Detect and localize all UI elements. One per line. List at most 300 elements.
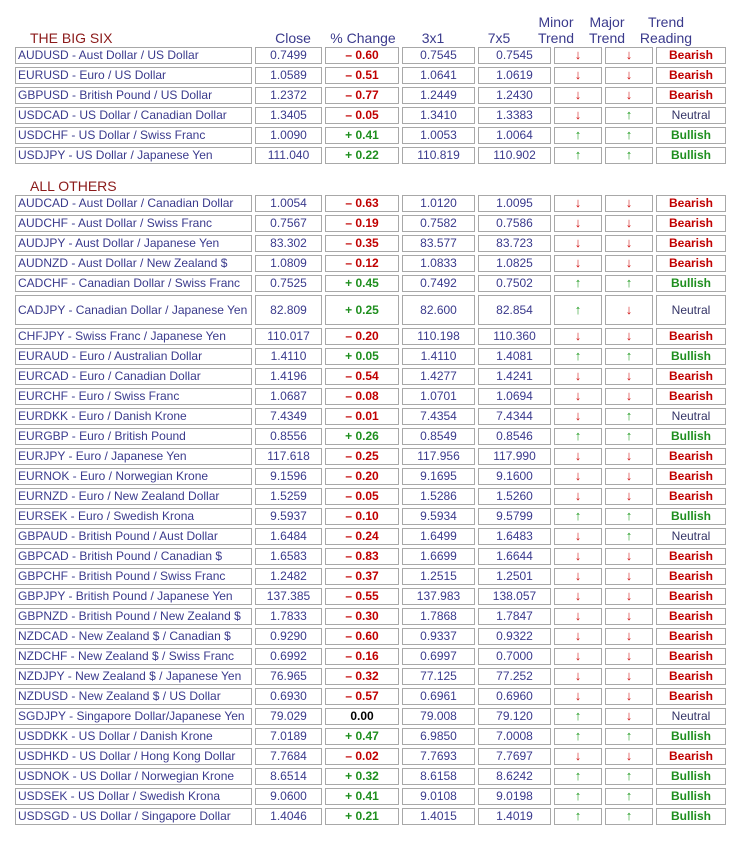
minor-trend-cell: [554, 87, 602, 104]
value-7x5: 0.8546: [496, 429, 533, 443]
down-arrow-icon: ↓: [625, 708, 633, 723]
percent-change: – 0.16: [345, 649, 379, 663]
percent-change-cell: [325, 408, 399, 425]
value-3x1: 1.0833: [420, 256, 457, 270]
trend-reading: Bearish: [668, 749, 714, 763]
down-arrow-icon: ↓: [574, 388, 582, 403]
minor-trend-line2: Trend: [537, 30, 575, 46]
pair-name: GBPAUD - British Pound / Aust Dollar: [18, 529, 218, 543]
pair-name: USDHKD - US Dollar / Hong Kong Dollar: [18, 749, 236, 763]
pair-name-cell: [15, 87, 252, 104]
value-3x1: 0.7492: [420, 276, 457, 290]
percent-change: + 0.25: [345, 302, 379, 317]
value-3x1-cell: [402, 628, 475, 645]
pair-name: AUDCAD - Aust Dollar / Canadian Dollar: [18, 196, 234, 210]
trend-reading-cell: [656, 147, 726, 164]
down-arrow-icon: ↓: [625, 47, 633, 62]
pair-name: USDCHF - US Dollar / Swiss Franc: [18, 128, 206, 142]
minor-trend-cell: [554, 768, 602, 785]
trend-reading-cell: [656, 67, 726, 84]
pair-name-cell: [15, 195, 252, 212]
trend-reading: Bearish: [668, 629, 714, 643]
table-row: [15, 428, 726, 445]
trend-reading: Bearish: [668, 369, 714, 383]
value-3x1: 1.4110: [420, 349, 457, 363]
percent-change: + 0.45: [345, 276, 379, 290]
pair-name-cell: [15, 408, 252, 425]
value-3x1: 82.600: [420, 302, 457, 317]
value-3x1: 9.0108: [420, 789, 457, 803]
close-value: 7.0189: [270, 729, 307, 743]
major-trend-cell: [605, 388, 653, 405]
percent-change: – 0.51: [345, 68, 379, 82]
pair-name-cell: [15, 275, 252, 292]
value-7x5-cell: [478, 448, 551, 465]
value-7x5: 138.057: [492, 589, 537, 603]
value-7x5: 0.7545: [496, 48, 533, 62]
pair-name: CADCHF - Canadian Dollar / Swiss Franc: [18, 276, 241, 290]
percent-change-cell: [325, 488, 399, 505]
close-value: 0.6992: [270, 649, 307, 663]
close-value-cell: [255, 708, 322, 725]
close-value: 1.6583: [270, 549, 307, 563]
value-3x1: 83.577: [420, 236, 457, 250]
percent-change-cell: [325, 628, 399, 645]
pair-name-cell: [15, 348, 252, 365]
close-value-cell: [255, 808, 322, 825]
close-value: 1.6484: [270, 529, 307, 543]
value-7x5-cell: [478, 508, 551, 525]
value-7x5-cell: [478, 87, 551, 104]
pair-name-cell: [15, 47, 252, 64]
pair-name: AUDJPY - Aust Dollar / Japanese Yen: [18, 236, 220, 250]
down-arrow-icon: ↓: [574, 235, 582, 250]
major-trend-cell: [605, 368, 653, 385]
table-row: [15, 588, 726, 605]
close-value: 7.4349: [270, 409, 307, 423]
value-7x5-cell: [478, 328, 551, 345]
percent-change: + 0.41: [345, 789, 379, 803]
value-3x1-cell: [402, 548, 475, 565]
minor-trend-cell: [554, 348, 602, 365]
close-value: 1.0054: [270, 196, 307, 210]
major-trend-cell: [605, 255, 653, 272]
trend-reading-cell: [656, 508, 726, 525]
value-7x5-cell: [478, 348, 551, 365]
trend-reading-cell: [656, 648, 726, 665]
close-value: 117.618: [267, 449, 310, 463]
value-3x1: 110.819: [417, 148, 460, 162]
percent-change-cell: [325, 808, 399, 825]
value-7x5: 9.1600: [496, 469, 533, 483]
percent-change-cell: [325, 788, 399, 805]
up-arrow-icon: ↑: [625, 508, 633, 523]
minor-trend-cell: [554, 195, 602, 212]
percent-change: – 0.60: [345, 48, 379, 62]
trend-reading-cell: [656, 107, 726, 124]
table-row: [15, 788, 726, 805]
trend-reading-cell: [656, 788, 726, 805]
close-value-cell: [255, 448, 322, 465]
down-arrow-icon: ↓: [625, 548, 633, 563]
close-value-cell: [255, 47, 322, 64]
pair-name: CHFJPY - Swiss Franc / Japanese Yen: [18, 329, 226, 343]
up-arrow-icon: ↑: [574, 348, 582, 363]
trend-reading-line1: Trend: [647, 14, 685, 30]
close-value: 1.3405: [270, 108, 307, 122]
close-value-cell: [255, 147, 322, 164]
close-value-cell: [255, 368, 322, 385]
percent-change-cell: [325, 47, 399, 64]
down-arrow-icon: ↓: [574, 195, 582, 210]
minor-trend-cell: [554, 127, 602, 144]
trend-reading: Neutral: [671, 108, 711, 122]
table-row: [15, 488, 726, 505]
pair-name: NZDCHF - New Zealand $ / Swiss Franc: [18, 649, 235, 663]
value-7x5: 1.4081: [496, 349, 533, 363]
percent-change-cell: [325, 468, 399, 485]
trend-reading: Bearish: [668, 88, 714, 102]
down-arrow-icon: ↓: [625, 328, 633, 343]
up-arrow-icon: ↑: [574, 728, 582, 743]
value-7x5-cell: [478, 195, 551, 212]
close-value: 7.7684: [270, 749, 307, 763]
major-trend-cell: [605, 428, 653, 445]
value-7x5: 1.7847: [496, 609, 533, 623]
pair-name: NZDCAD - New Zealand $ / Canadian $: [18, 629, 231, 643]
trend-reading: Bullish: [670, 809, 711, 823]
value-3x1-cell: [402, 488, 475, 505]
value-3x1: 0.7582: [420, 216, 457, 230]
up-arrow-icon: ↑: [625, 788, 633, 803]
minor-trend-cell: [554, 368, 602, 385]
column-header-7x5: 7x5: [487, 30, 511, 46]
pair-name-cell: [15, 255, 252, 272]
value-7x5-cell: [478, 708, 551, 725]
percent-change-cell: [325, 67, 399, 84]
value-3x1-cell: [402, 448, 475, 465]
close-value-cell: [255, 408, 322, 425]
major-trend-cell: [605, 768, 653, 785]
pair-name-cell: [15, 608, 252, 625]
close-value-cell: [255, 388, 322, 405]
minor-trend-cell: [554, 147, 602, 164]
trend-reading: Bearish: [668, 589, 714, 603]
value-3x1: 1.4015: [420, 809, 457, 823]
minor-trend-cell: [554, 275, 602, 292]
minor-trend-cell: [554, 328, 602, 345]
close-value: 0.8556: [270, 429, 307, 443]
pair-name: GBPJPY - British Pound / Japanese Yen: [18, 589, 233, 603]
value-3x1-cell: [402, 215, 475, 232]
trend-reading-cell: [656, 728, 726, 745]
value-7x5: 1.0619: [496, 68, 533, 82]
trend-reading-cell: [656, 87, 726, 104]
trend-reading: Bearish: [668, 216, 714, 230]
trend-reading: Bullish: [670, 276, 711, 290]
value-7x5-cell: [478, 468, 551, 485]
down-arrow-icon: ↓: [625, 568, 633, 583]
close-value: 76.965: [270, 669, 307, 683]
table-row: [15, 107, 726, 124]
close-value-cell: [255, 748, 322, 765]
value-7x5-cell: [478, 67, 551, 84]
table-row: [15, 295, 726, 325]
value-7x5-cell: [478, 728, 551, 745]
table-row: [15, 348, 726, 365]
trend-reading: Bullish: [670, 148, 711, 162]
percent-change: – 0.54: [345, 369, 379, 383]
value-7x5-cell: [478, 688, 551, 705]
value-7x5-cell: [478, 275, 551, 292]
close-value-cell: [255, 295, 322, 325]
percent-change: – 0.37: [345, 569, 379, 583]
table-row: [15, 235, 726, 252]
trend-reading-cell: [656, 708, 726, 725]
close-value: 82.809: [270, 302, 307, 317]
close-value-cell: [255, 628, 322, 645]
close-value-cell: [255, 67, 322, 84]
value-7x5: 1.0694: [496, 389, 533, 403]
trend-reading: Bullish: [670, 729, 711, 743]
value-7x5-cell: [478, 648, 551, 665]
percent-change-cell: [325, 368, 399, 385]
percent-change: + 0.21: [345, 809, 379, 823]
value-7x5-cell: [478, 47, 551, 64]
up-arrow-icon: ↑: [625, 428, 633, 443]
value-7x5: 1.4019: [496, 809, 533, 823]
value-7x5-cell: [478, 808, 551, 825]
down-arrow-icon: ↓: [625, 67, 633, 82]
minor-trend-cell: [554, 295, 602, 325]
percent-change: – 0.20: [345, 469, 379, 483]
close-value: 9.5937: [270, 509, 307, 523]
major-trend-cell: [605, 608, 653, 625]
percent-change-cell: [325, 348, 399, 365]
value-7x5: 0.6960: [496, 689, 533, 703]
trend-reading-cell: [656, 548, 726, 565]
trend-reading-cell: [656, 668, 726, 685]
percent-change-cell: [325, 448, 399, 465]
pair-name: USDNOK - US Dollar / Norwegian Krone: [18, 769, 235, 783]
percent-change: + 0.26: [345, 429, 379, 443]
up-arrow-icon: ↑: [574, 808, 582, 823]
trend-reading: Neutral: [671, 709, 711, 723]
trend-reading-cell: [656, 235, 726, 252]
close-value: 1.2372: [270, 88, 307, 102]
table-row: [15, 408, 726, 425]
percent-change-cell: [325, 608, 399, 625]
table-row: [15, 255, 726, 272]
value-3x1: 1.2515: [420, 569, 457, 583]
pair-name-cell: [15, 528, 252, 545]
pair-name: EURCHF - Euro / Swiss Franc: [18, 389, 180, 403]
down-arrow-icon: ↓: [574, 568, 582, 583]
value-7x5-cell: [478, 668, 551, 685]
down-arrow-icon: ↓: [574, 328, 582, 343]
close-value: 0.6930: [270, 689, 307, 703]
value-7x5: 9.5799: [496, 509, 533, 523]
down-arrow-icon: ↓: [625, 648, 633, 663]
value-3x1-cell: [402, 428, 475, 445]
close-value-cell: [255, 568, 322, 585]
major-trend-cell: [605, 708, 653, 725]
minor-trend-line1: Minor: [538, 14, 574, 30]
close-value: 1.0090: [270, 128, 307, 142]
value-3x1: 9.5934: [420, 509, 457, 523]
pair-name-cell: [15, 107, 252, 124]
major-trend-cell: [605, 127, 653, 144]
value-7x5-cell: [478, 568, 551, 585]
percent-change: – 0.30: [345, 609, 379, 623]
value-7x5-cell: [478, 628, 551, 645]
close-value-cell: [255, 107, 322, 124]
close-value: 1.4196: [270, 369, 307, 383]
minor-trend-cell: [554, 235, 602, 252]
column-header-close: Close: [275, 30, 311, 46]
percent-change-cell: [325, 748, 399, 765]
value-7x5-cell: [478, 408, 551, 425]
table-row: [15, 748, 726, 765]
close-value: 1.4046: [270, 809, 307, 823]
percent-change-cell: [325, 328, 399, 345]
close-value: 9.1596: [270, 469, 307, 483]
minor-trend-cell: [554, 408, 602, 425]
down-arrow-icon: ↓: [574, 488, 582, 503]
percent-change: – 0.77: [345, 88, 379, 102]
up-arrow-icon: ↑: [574, 147, 582, 162]
value-7x5: 1.5260: [496, 489, 533, 503]
percent-change-cell: [325, 235, 399, 252]
major-trend-line2: Trend: [588, 30, 626, 46]
value-3x1: 1.0641: [420, 68, 457, 82]
minor-trend-cell: [554, 508, 602, 525]
value-7x5: 1.2501: [496, 569, 533, 583]
down-arrow-icon: ↓: [625, 195, 633, 210]
major-trend-cell: [605, 688, 653, 705]
value-7x5: 9.0198: [496, 789, 533, 803]
value-3x1-cell: [402, 348, 475, 365]
value-7x5-cell: [478, 147, 551, 164]
value-3x1-cell: [402, 788, 475, 805]
down-arrow-icon: ↓: [574, 588, 582, 603]
minor-trend-cell: [554, 568, 602, 585]
trend-reading-cell: [656, 468, 726, 485]
close-value-cell: [255, 788, 322, 805]
trend-reading-cell: [656, 408, 726, 425]
percent-change-cell: [325, 548, 399, 565]
value-7x5-cell: [478, 107, 551, 124]
value-7x5: 0.7000: [496, 649, 533, 663]
minor-trend-cell: [554, 528, 602, 545]
trend-reading-cell: [656, 275, 726, 292]
table-row: [15, 628, 726, 645]
trend-reading-cell: [656, 195, 726, 212]
value-7x5-cell: [478, 127, 551, 144]
percent-change: + 0.05: [345, 349, 379, 363]
down-arrow-icon: ↓: [574, 368, 582, 383]
value-3x1: 0.8549: [420, 429, 457, 443]
value-3x1-cell: [402, 275, 475, 292]
close-value-cell: [255, 235, 322, 252]
percent-change: + 0.47: [345, 729, 379, 743]
trend-reading: Bullish: [670, 128, 711, 142]
minor-trend-cell: [554, 748, 602, 765]
minor-trend-cell: [554, 47, 602, 64]
percent-change: – 0.05: [345, 108, 379, 122]
pair-name-cell: [15, 708, 252, 725]
percent-change: 0.00: [350, 709, 374, 723]
minor-trend-cell: [554, 668, 602, 685]
value-3x1-cell: [402, 588, 475, 605]
percent-change: – 0.10: [345, 509, 379, 523]
percent-change: – 0.01: [345, 409, 379, 423]
trend-reading-cell: [656, 488, 726, 505]
close-value: 0.7525: [270, 276, 307, 290]
value-7x5-cell: [478, 528, 551, 545]
pair-name-cell: [15, 628, 252, 645]
value-7x5: 1.4241: [496, 369, 533, 383]
value-3x1: 0.6961: [420, 689, 457, 703]
close-value: 0.9290: [270, 629, 307, 643]
pair-name-cell: [15, 428, 252, 445]
percent-change: – 0.83: [345, 549, 379, 563]
major-trend-cell: [605, 348, 653, 365]
pair-name-cell: [15, 368, 252, 385]
up-arrow-icon: ↑: [625, 408, 633, 423]
minor-trend-cell: [554, 388, 602, 405]
pair-name: CADJPY - Canadian Dollar / Japanese Yen: [18, 303, 248, 317]
value-7x5-cell: [478, 488, 551, 505]
value-7x5-cell: [478, 428, 551, 445]
major-trend-cell: [605, 275, 653, 292]
value-7x5-cell: [478, 235, 551, 252]
pair-name: NZDUSD - New Zealand $ / US Dollar: [18, 689, 221, 703]
close-value-cell: [255, 468, 322, 485]
pair-name: EURGBP - Euro / British Pound: [18, 429, 186, 443]
percent-change-cell: [325, 87, 399, 104]
value-3x1-cell: [402, 708, 475, 725]
value-3x1: 9.1695: [420, 469, 457, 483]
value-3x1-cell: [402, 388, 475, 405]
up-arrow-icon: ↑: [625, 808, 633, 823]
down-arrow-icon: ↓: [574, 107, 582, 122]
close-value-cell: [255, 428, 322, 445]
column-header-3x1: 3x1: [421, 30, 445, 46]
table-row: [15, 548, 726, 565]
close-value: 1.4110: [270, 349, 307, 363]
close-value-cell: [255, 328, 322, 345]
pair-name: SGDJPY - Singapore Dollar/Japanese Yen: [18, 709, 245, 723]
value-7x5: 83.723: [496, 236, 533, 250]
pair-name: AUDCHF - Aust Dollar / Swiss Franc: [18, 216, 213, 230]
major-trend-cell: [605, 468, 653, 485]
percent-change: – 0.02: [345, 749, 379, 763]
down-arrow-icon: ↓: [625, 608, 633, 623]
close-value-cell: [255, 728, 322, 745]
close-value-cell: [255, 608, 322, 625]
value-7x5-cell: [478, 388, 551, 405]
close-value: 110.017: [267, 329, 310, 343]
value-3x1: 110.198: [417, 329, 460, 343]
trend-reading-cell: [656, 295, 726, 325]
minor-trend-cell: [554, 428, 602, 445]
value-7x5: 1.6644: [496, 549, 533, 563]
table-row: [15, 328, 726, 345]
up-arrow-icon: ↑: [574, 301, 582, 317]
value-3x1-cell: [402, 235, 475, 252]
value-3x1-cell: [402, 295, 475, 325]
